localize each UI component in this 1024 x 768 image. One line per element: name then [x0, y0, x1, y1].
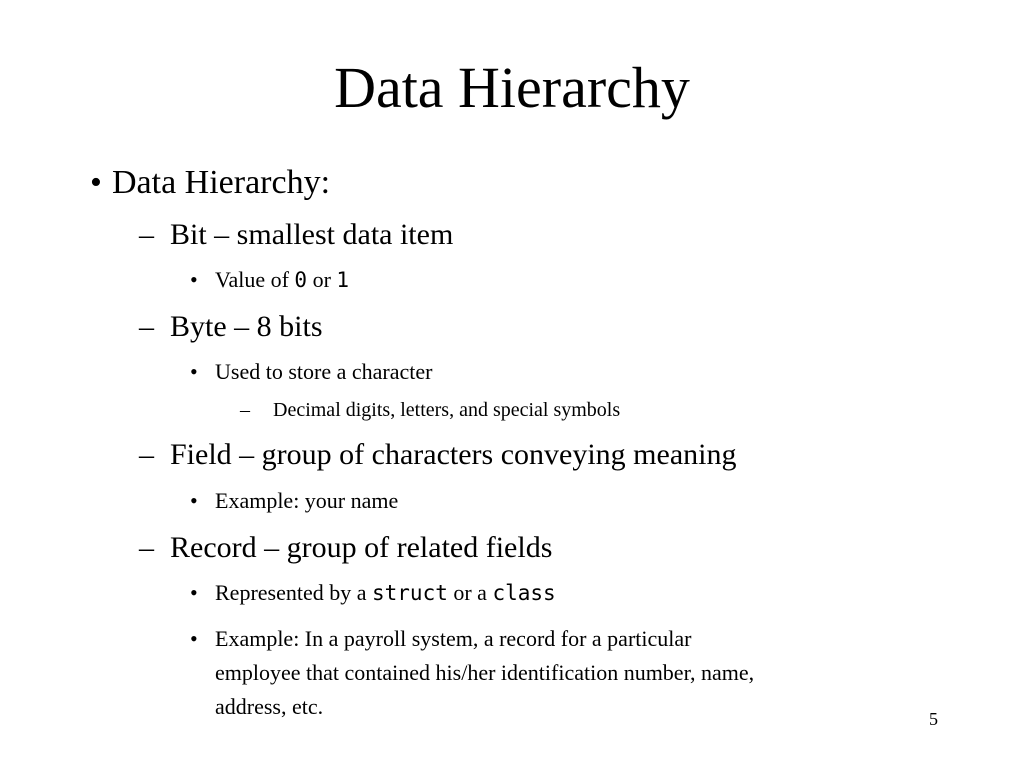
bullet-text-line: employee that contained his/her identification number, name, [215, 660, 755, 685]
bullet-marker: • [190, 580, 198, 605]
bullet-text-wrapped [215, 622, 935, 724]
bullet-marker: • [190, 488, 198, 513]
bullet-data-hierarchy [90, 163, 330, 203]
text-middle: or [307, 267, 337, 292]
bullet-text: Field – group of characters conveying meaning [170, 438, 737, 471]
bullet-record-represented [190, 578, 556, 608]
bullet-record [139, 530, 552, 566]
bullet-text: Decimal digits, letters, and special symbols [273, 399, 621, 421]
bullet-text: Record – group of related fields [170, 531, 553, 564]
code-struct: struct [372, 581, 448, 605]
bullet-field-example [190, 486, 398, 516]
bullet-text: Data Hierarchy: [112, 164, 331, 201]
bullet-record-example [190, 622, 935, 724]
bullet-marker: • [90, 164, 102, 201]
bullet-text: Example: your name [215, 488, 399, 513]
dash-marker: – [139, 218, 154, 251]
bullet-byte-symbols [240, 397, 620, 423]
bullet-marker: • [190, 267, 198, 292]
bullet-text-line: address, etc. [215, 694, 324, 719]
bullet-text: Bit – smallest data item [170, 218, 454, 251]
bullet-field [139, 437, 736, 473]
text-middle: or a [447, 580, 493, 605]
bullet-text-line: Example: In a payroll system, a record for a particular [215, 626, 692, 651]
bullet-text: Used to store a character [215, 359, 433, 384]
dash-marker: – [240, 399, 250, 421]
text-prefix: Value of [215, 267, 295, 292]
bullet-marker: • [190, 359, 198, 384]
bullet-bit-value [190, 265, 349, 295]
page-number: 5 [929, 709, 938, 729]
slide-title: Data Hierarchy [334, 55, 690, 120]
bullet-bit [139, 217, 453, 253]
text-prefix: Represented by a [215, 580, 372, 605]
dash-marker: – [139, 531, 154, 564]
dash-marker: – [139, 310, 154, 343]
bullet-byte [139, 309, 323, 345]
dash-marker: – [139, 438, 154, 471]
code-class: class [492, 581, 556, 605]
code-zero: 0 [294, 268, 308, 292]
code-one: 1 [336, 268, 350, 292]
bullet-marker: • [190, 626, 198, 651]
bullet-byte-character [190, 357, 432, 387]
bullet-text: Byte – 8 bits [170, 310, 323, 343]
